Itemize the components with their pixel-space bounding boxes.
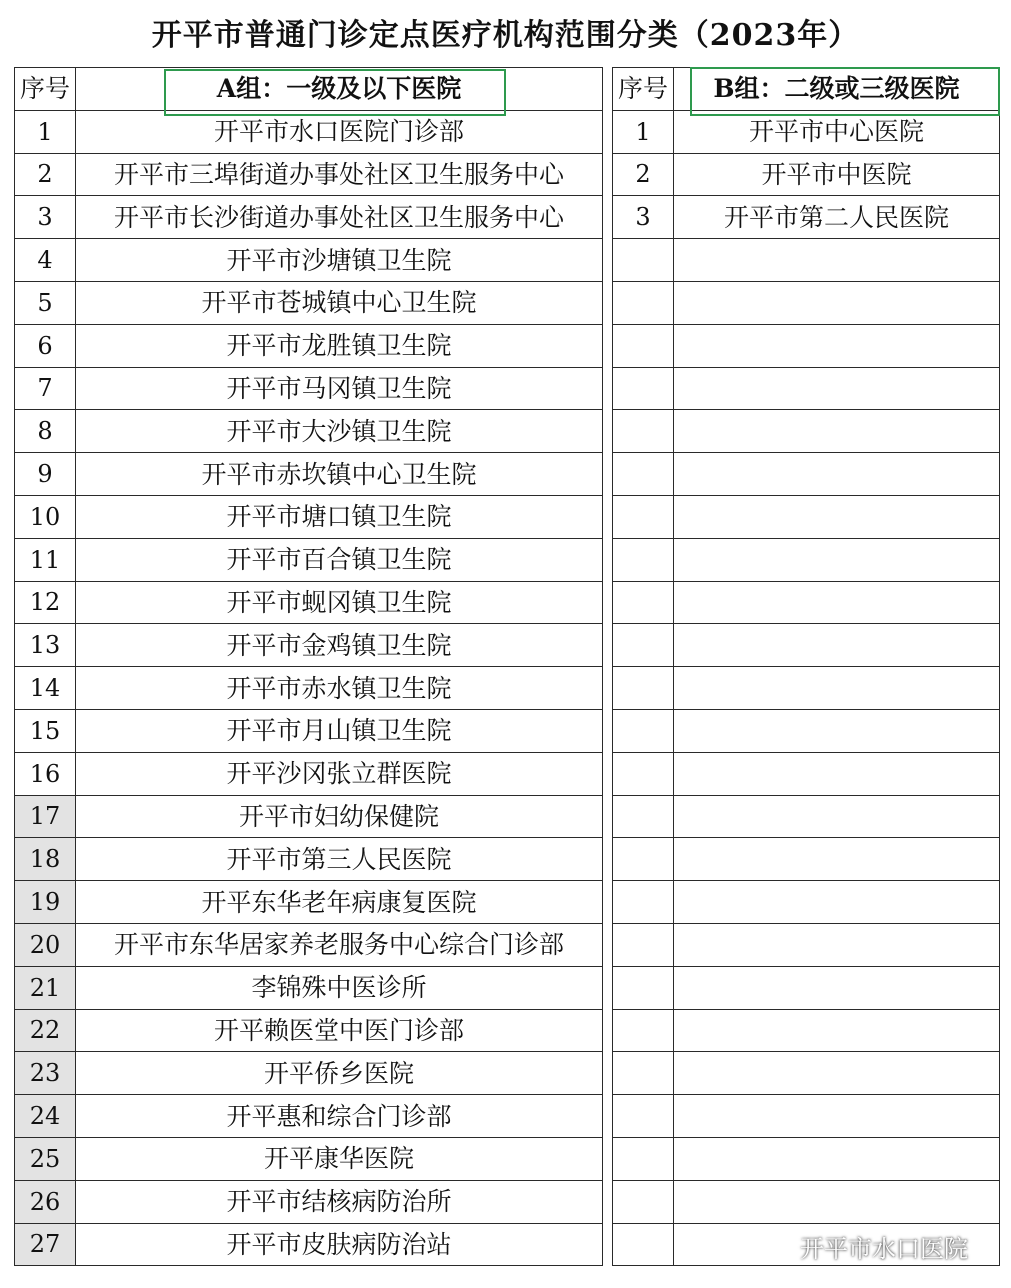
table-row xyxy=(613,538,1000,581)
institution-name: 开平市中医院 xyxy=(674,153,1000,196)
table-row xyxy=(15,795,603,838)
table-row xyxy=(15,153,603,196)
table-header-row xyxy=(613,68,1000,111)
row-number: 6 xyxy=(15,324,76,367)
table-row xyxy=(613,1180,1000,1223)
institution-name xyxy=(674,1009,1000,1052)
institution-name: 开平市百合镇卫生院 xyxy=(76,538,603,581)
institution-name: 开平沙冈张立群医院 xyxy=(76,752,603,795)
table-row xyxy=(15,281,603,324)
institution-name: 开平市大沙镇卫生院 xyxy=(76,410,603,453)
row-number xyxy=(613,453,674,496)
row-number xyxy=(613,709,674,752)
row-number xyxy=(613,838,674,881)
table-row xyxy=(15,538,603,581)
institution-name: 开平市东华居家养老服务中心综合门诊部 xyxy=(76,923,603,966)
institution-name: 开平市蚬冈镇卫生院 xyxy=(76,581,603,624)
table-row xyxy=(15,752,603,795)
table-row xyxy=(15,1095,603,1138)
row-number: 10 xyxy=(15,495,76,538)
table-row xyxy=(15,1223,603,1266)
wechat-icon xyxy=(752,1231,792,1261)
row-number: 14 xyxy=(15,667,76,710)
institution-name: 开平市第二人民医院 xyxy=(674,196,1000,239)
row-number xyxy=(613,752,674,795)
table-row xyxy=(613,838,1000,881)
row-number xyxy=(613,367,674,410)
table-row xyxy=(613,367,1000,410)
row-number: 25 xyxy=(15,1137,76,1180)
institution-name xyxy=(674,581,1000,624)
table-row xyxy=(15,923,603,966)
institution-name xyxy=(674,752,1000,795)
table-row xyxy=(613,966,1000,1009)
institution-name: 开平市龙胜镇卫生院 xyxy=(76,324,603,367)
institution-name: 开平市水口医院门诊部 xyxy=(76,110,603,153)
institution-name: 开平康华医院 xyxy=(76,1137,603,1180)
table-row xyxy=(15,196,603,239)
table-row xyxy=(613,1095,1000,1138)
institution-name: 开平市三埠街道办事处社区卫生服务中心 xyxy=(76,153,603,196)
institution-name xyxy=(674,1095,1000,1138)
table-row xyxy=(613,667,1000,710)
row-number xyxy=(613,881,674,924)
institution-name: 开平市赤水镇卫生院 xyxy=(76,667,603,710)
row-number xyxy=(613,239,674,282)
row-number: 13 xyxy=(15,624,76,667)
row-number xyxy=(613,410,674,453)
institution-name: 开平市金鸡镇卫生院 xyxy=(76,624,603,667)
row-number xyxy=(613,581,674,624)
institution-name xyxy=(674,1137,1000,1180)
institution-name: 开平惠和综合门诊部 xyxy=(76,1095,603,1138)
table-row xyxy=(613,196,1000,239)
row-number xyxy=(613,538,674,581)
row-number: 8 xyxy=(15,410,76,453)
row-number: 27 xyxy=(15,1223,76,1266)
table-row xyxy=(15,838,603,881)
institution-name: 开平市中心医院 xyxy=(674,110,1000,153)
table-row xyxy=(15,410,603,453)
table-row xyxy=(15,667,603,710)
institution-name xyxy=(674,667,1000,710)
table-row xyxy=(613,881,1000,924)
row-number: 21 xyxy=(15,966,76,1009)
row-number: 4 xyxy=(15,239,76,282)
institution-name xyxy=(674,281,1000,324)
row-number xyxy=(613,1052,674,1095)
table-row xyxy=(15,709,603,752)
row-number: 19 xyxy=(15,881,76,924)
institution-name: 开平市长沙街道办事处社区卫生服务中心 xyxy=(76,196,603,239)
row-number xyxy=(613,324,674,367)
row-number xyxy=(613,1180,674,1223)
institution-name: 开平市皮肤病防治站 xyxy=(76,1223,603,1266)
table-row xyxy=(613,1052,1000,1095)
row-number xyxy=(613,966,674,1009)
table-row xyxy=(613,624,1000,667)
institution-name xyxy=(674,324,1000,367)
institution-name xyxy=(674,538,1000,581)
row-number xyxy=(613,667,674,710)
table-row xyxy=(613,239,1000,282)
row-number xyxy=(613,281,674,324)
header-group-a: A组：一级及以下医院 xyxy=(76,68,603,111)
row-number: 1 xyxy=(15,110,76,153)
institution-name: 开平市结核病防治所 xyxy=(76,1180,603,1223)
table-row xyxy=(613,324,1000,367)
institution-name xyxy=(674,367,1000,410)
watermark-text: 开平市水口医院 xyxy=(800,1234,968,1263)
institution-name xyxy=(674,966,1000,1009)
institution-name xyxy=(674,239,1000,282)
table-row xyxy=(15,367,603,410)
table-row xyxy=(15,324,603,367)
institution-name xyxy=(674,881,1000,924)
table-row xyxy=(15,1137,603,1180)
row-number xyxy=(613,795,674,838)
institution-name: 开平东华老年病康复医院 xyxy=(76,881,603,924)
institution-name: 开平市沙塘镇卫生院 xyxy=(76,239,603,282)
row-number: 22 xyxy=(15,1009,76,1052)
institution-name xyxy=(674,1052,1000,1095)
institution-name xyxy=(674,624,1000,667)
institution-name: 李锦殊中医诊所 xyxy=(76,966,603,1009)
table-row xyxy=(15,1009,603,1052)
row-number: 11 xyxy=(15,538,76,581)
row-number: 15 xyxy=(15,709,76,752)
institution-name xyxy=(674,495,1000,538)
row-number: 5 xyxy=(15,281,76,324)
table-row xyxy=(613,795,1000,838)
row-number: 1 xyxy=(613,110,674,153)
row-number: 17 xyxy=(15,795,76,838)
table-group-b xyxy=(612,67,1000,1266)
institution-name: 开平市第三人民医院 xyxy=(76,838,603,881)
institution-name: 开平赖医堂中医门诊部 xyxy=(76,1009,603,1052)
row-number: 3 xyxy=(613,196,674,239)
institution-name: 开平市月山镇卫生院 xyxy=(76,709,603,752)
table-row xyxy=(613,110,1000,153)
row-number: 7 xyxy=(15,367,76,410)
table-row xyxy=(15,966,603,1009)
row-number: 12 xyxy=(15,581,76,624)
table-row xyxy=(15,1052,603,1095)
table-row xyxy=(613,281,1000,324)
institution-name xyxy=(674,838,1000,881)
row-number: 23 xyxy=(15,1052,76,1095)
watermark xyxy=(752,1228,968,1264)
row-number xyxy=(613,1223,674,1266)
institution-name xyxy=(674,1180,1000,1223)
row-number xyxy=(613,1095,674,1138)
row-number: 2 xyxy=(613,153,674,196)
table-row xyxy=(613,453,1000,496)
institution-name: 开平侨乡医院 xyxy=(76,1052,603,1095)
row-number xyxy=(613,495,674,538)
row-number xyxy=(613,923,674,966)
table-row xyxy=(613,1009,1000,1052)
table-group-a xyxy=(14,67,603,1266)
table-row xyxy=(15,239,603,282)
table-row xyxy=(613,1137,1000,1180)
institution-name: 开平市塘口镇卫生院 xyxy=(76,495,603,538)
row-number xyxy=(613,1137,674,1180)
institution-name xyxy=(674,410,1000,453)
table-row xyxy=(15,581,603,624)
table-row xyxy=(613,153,1000,196)
row-number: 3 xyxy=(15,196,76,239)
header-num-a: 序号 xyxy=(15,68,76,111)
institution-name: 开平市妇幼保健院 xyxy=(76,795,603,838)
table-row xyxy=(613,709,1000,752)
institution-name: 开平市马冈镇卫生院 xyxy=(76,367,603,410)
institution-name xyxy=(674,453,1000,496)
institution-name: 开平市苍城镇中心卫生院 xyxy=(76,281,603,324)
table-row xyxy=(15,453,603,496)
table-row xyxy=(613,495,1000,538)
table-row xyxy=(613,581,1000,624)
document-title: 开平市普通门诊定点医疗机构范围分类（2023年） xyxy=(151,18,860,53)
table-row xyxy=(15,1180,603,1223)
row-number xyxy=(613,1009,674,1052)
table-row xyxy=(15,624,603,667)
table-row xyxy=(613,923,1000,966)
row-number: 16 xyxy=(15,752,76,795)
table-row xyxy=(15,881,603,924)
table-row xyxy=(15,495,603,538)
row-number: 2 xyxy=(15,153,76,196)
row-number xyxy=(613,624,674,667)
row-number: 18 xyxy=(15,838,76,881)
row-number: 20 xyxy=(15,923,76,966)
header-num-b: 序号 xyxy=(613,68,674,111)
row-number: 26 xyxy=(15,1180,76,1223)
institution-name xyxy=(674,795,1000,838)
table-row xyxy=(613,752,1000,795)
table-row xyxy=(613,410,1000,453)
table-row xyxy=(15,110,603,153)
institution-name xyxy=(674,923,1000,966)
institution-name: 开平市赤坎镇中心卫生院 xyxy=(76,453,603,496)
institution-name xyxy=(674,709,1000,752)
header-group-b: B组：二级或三级医院 xyxy=(674,68,1000,111)
row-number: 9 xyxy=(15,453,76,496)
row-number: 24 xyxy=(15,1095,76,1138)
table-header-row xyxy=(15,68,603,111)
